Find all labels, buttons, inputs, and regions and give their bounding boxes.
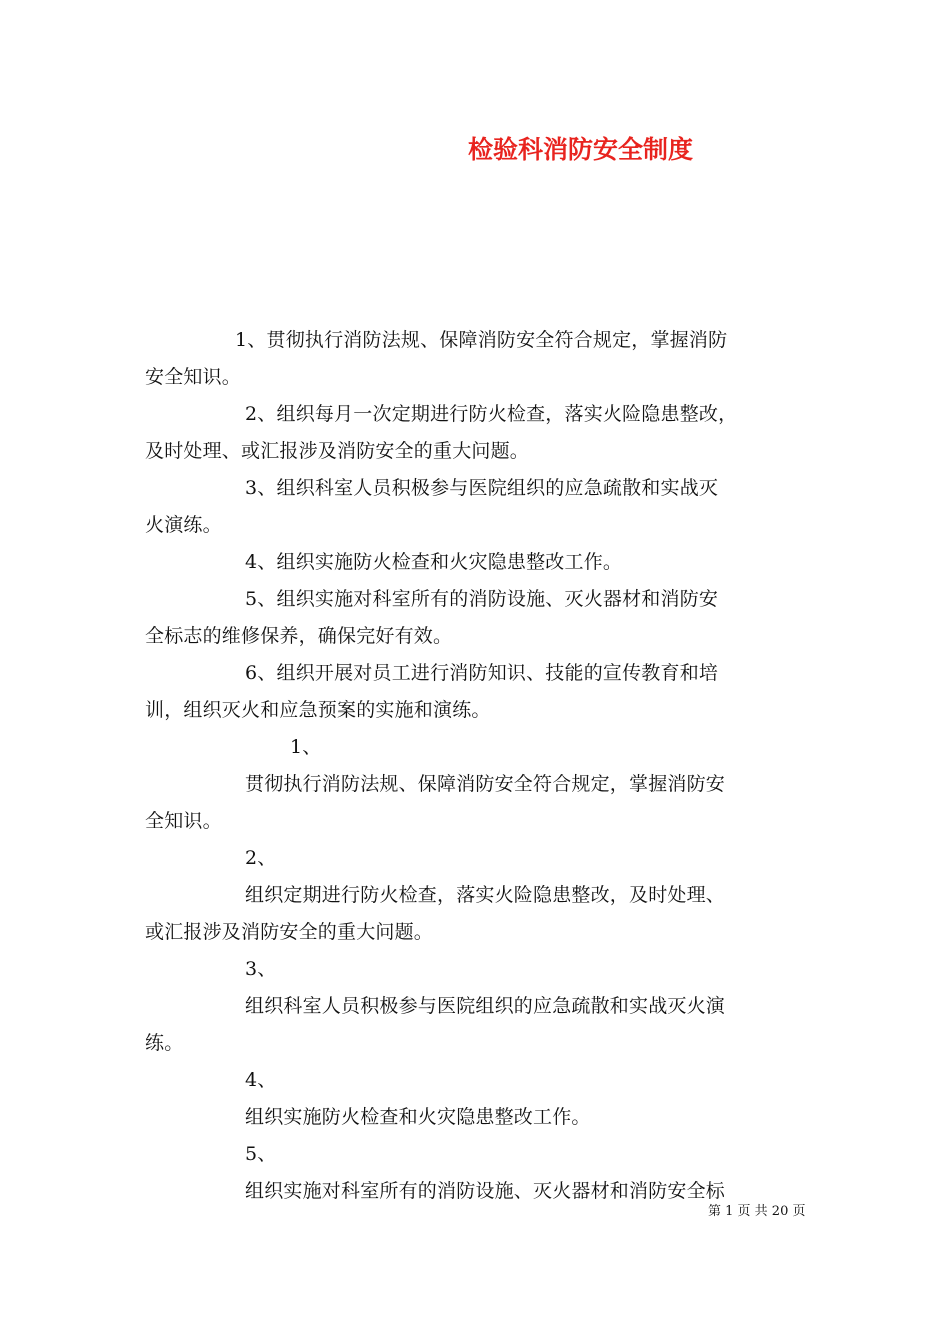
text-line: 2、 bbox=[245, 847, 277, 869]
text-line: 组织实施对科室所有的消防设施、灭火器材和消防安全标 bbox=[245, 1180, 726, 1202]
text-line: 贯彻执行消防法规、保障消防安全符合规定，掌握消防安 bbox=[245, 773, 726, 795]
text-line: 4、组织实施防火检查和火灾隐患整改工作。 bbox=[245, 551, 623, 573]
text-line: 或汇报涉及消防安全的重大问题。 bbox=[145, 921, 434, 943]
text-line: 训，组织灭火和应急预案的实施和演练。 bbox=[145, 699, 491, 721]
text-line: 练。 bbox=[145, 1032, 184, 1054]
text-line: 1、 bbox=[290, 736, 322, 758]
text-line: 3、 bbox=[245, 958, 277, 980]
text-line: 及时处理、或汇报涉及消防安全的重大问题。 bbox=[145, 440, 530, 462]
document-title: 检验科消防安全制度 bbox=[468, 135, 694, 164]
text-line: 安全知识。 bbox=[145, 366, 242, 388]
text-line: 2、组织每月一次定期进行防火检查，落实火险隐患整改， bbox=[245, 403, 738, 425]
text-line: 全标志的维修保养，确保完好有效。 bbox=[145, 625, 453, 647]
document-body bbox=[145, 322, 810, 1210]
text-line: 火演练。 bbox=[145, 514, 222, 536]
text-line: 组织实施防火检查和火灾隐患整改工作。 bbox=[245, 1106, 591, 1128]
text-line: 5、 bbox=[245, 1143, 277, 1165]
text-line: 组织科室人员积极参与医院组织的应急疏散和实战灭火演 bbox=[245, 995, 726, 1017]
text-line: 5、组织实施对科室所有的消防设施、灭火器材和消防安 bbox=[245, 588, 719, 610]
text-line: 6、组织开展对员工进行消防知识、技能的宣传教育和培 bbox=[245, 662, 719, 684]
text-line: 全知识。 bbox=[145, 810, 222, 832]
text-line: 组织定期进行防火检查，落实火险隐患整改，及时处理、 bbox=[245, 884, 726, 906]
text-line: 3、组织科室人员积极参与医院组织的应急疏散和实战灭 bbox=[245, 477, 719, 499]
page-footer: 第 1 页 共 20 页 bbox=[708, 1204, 806, 1219]
text-line: 4、 bbox=[245, 1069, 277, 1091]
text-line: 1、贯彻执行消防法规、保障消防安全符合规定，掌握消防 bbox=[235, 329, 728, 351]
